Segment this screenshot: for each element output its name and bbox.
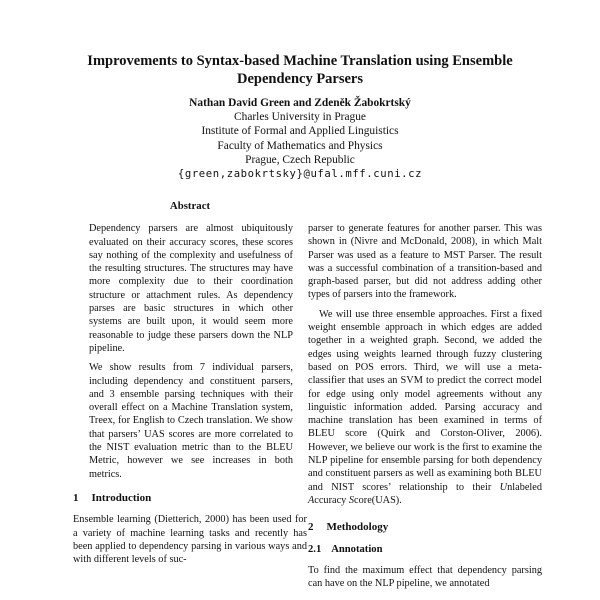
introduction-paragraph: Ensemble learning (Dietterich, 2000) has been used for a variety of machine learning tasks and recently has been applied to dependency parsing in various ways and with different levels of suc- [73,514,307,566]
section-number: 1 [73,491,79,504]
author-block [60,96,540,181]
author-names: Nathan David Green and Zdeněk Žabokrtský [189,97,411,109]
methodology-heading [308,521,542,534]
affiliation-line: Charles University in Prague [234,111,366,124]
subsection-number: 2.1 [308,543,322,555]
right-column [308,222,542,590]
subsection-title: Annotation [331,543,383,555]
paper-title: Improvements to Syntax-based Machine Translation using Ensemble Dependency Parsers [87,53,513,87]
abstract-body [73,222,307,481]
author-email: {green,zabokrtsky}@ufal.mff.cuni.cz [177,168,423,181]
introduction-heading [73,492,307,505]
annotation-paragraph: To find the maximum effect that dependency parsing can have on the NLP pipeline, we annotated [308,564,542,590]
ensemble-text: We will use three ensemble approaches. First a fixed weight ensemble approach in which edges are added together in a weighted graph. Second, we added the edges using weights learned through fuzzy clustering based on POS errors. Third, we will use a meta-classifier that uses an SVM to predict the correct model for edge using only model agreements without any linguistic information added. Parsing accuracy and machine translation has been examined in terms of BLEU score (Quirk and Corston-Oliver, 2006). However, we believe our work is the first to examine the NLP pipeline for ensemble parsing for both dependency and constituent parsers as well as examining both BLEU and NIST scores’ relationship to their [308,308,542,493]
uas-end: core(UAS). [354,494,402,506]
abstract-heading: Abstract [169,200,211,212]
annotation-heading [308,543,542,556]
section-title: Introduction [91,491,152,504]
left-column [73,200,307,566]
uas-a: A [308,494,315,506]
uas-s: S [348,494,355,506]
affiliation-line: Institute of Formal and Applied Linguistics [201,125,399,138]
body-paragraph: parser to generate features for another parser. This was shown in (Nivre and McDonald, 2008), in which Malt Parser was used as a feature to MST Parser. The result was a successful combination of a transition-based and graph-based parser, but did not address adding other types of parsers into the framework. [308,223,542,301]
abstract-paragraph: We show results from 7 individual parsers, including dependency and constituent parsers, and 3 ensemble parsing techniques with their overall effect on a Machine Translation system, Treex, for English to Czech translation. We show that parsers’ UAS scores are more correlated to the NIST evaluation metric than to the BLEU Metric, however we see increases in both metrics. [89,362,293,480]
section-number: 2 [308,521,314,534]
uas-mid: ccuracy [314,494,349,506]
affiliation-line: Prague, Czech Republic [245,153,355,166]
uas-mid: nlabeled [507,481,542,493]
section-title: Methodology [326,521,389,534]
abstract-paragraph: Dependency parsers are almost ubiquitously evaluated on their accuracy scores, these scores say nothing of the complexity and usefulness of the resulting structures. The structures may have more complexity due to their coordination structure or attachment rules. As dependency parses are basic structures in which other systems are built upon, it would seem more reasonable to judge these parsers down the NLP pipeline. [89,223,293,354]
body-paragraph [308,308,542,507]
uas-u: U [499,481,508,493]
affiliation-line: Faculty of Mathematics and Physics [217,139,383,152]
